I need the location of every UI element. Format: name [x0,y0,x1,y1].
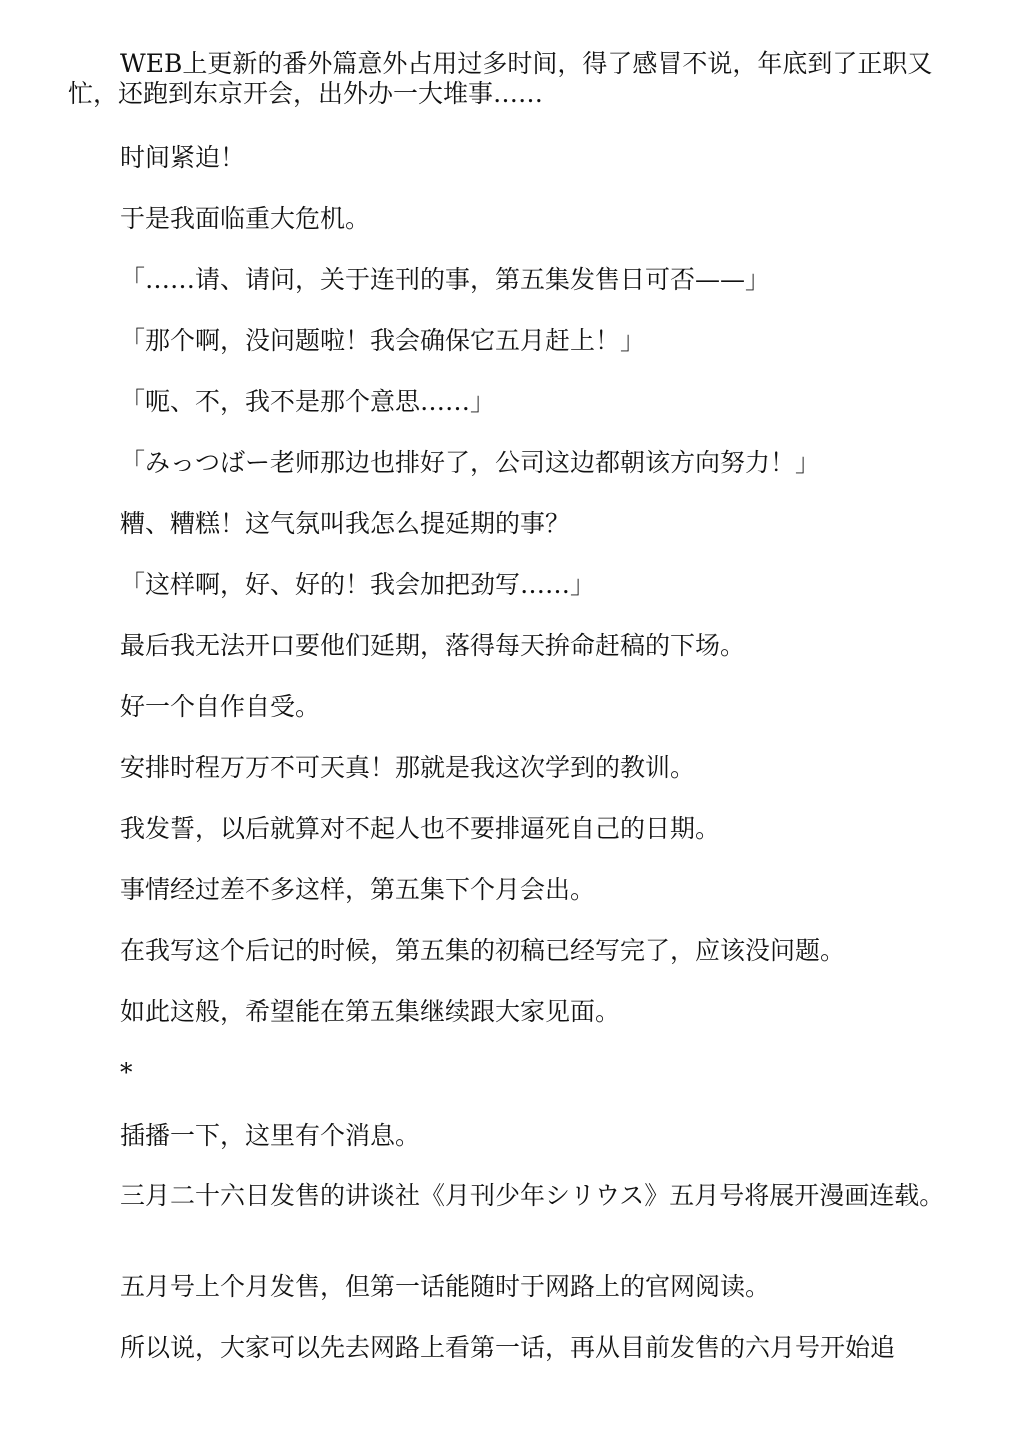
paragraph-17: 插播一下，这里有个消息。 [120,1121,421,1150]
paragraph-8: 糟、糟糕！这气氛叫我怎么提延期的事？ [120,509,571,538]
paragraph-14: 事情经过差不多这样，第五集下个月会出。 [120,875,596,904]
paragraph-18: 三月二十六日发售的讲谈社《月刊少年シリウス》五月号将展开漫画连载。 [120,1181,945,1210]
paragraph-6: 「呃、不，我不是那个意思……」 [120,387,496,416]
section-divider: * [120,1058,133,1087]
paragraph-12: 安排时程万万不可天真！那就是我这次学到的教训。 [120,753,696,782]
paragraph-5: 「那个啊，没问题啦！我会确保它五月赶上！」 [120,326,646,355]
paragraph-11: 好一个自作自受。 [120,692,321,721]
paragraph-20: 所以说，大家可以先去网路上看第一话，再从目前发售的六月号开始追 [120,1333,896,1362]
paragraph-10: 最后我无法开口要他们延期，落得每天拚命赶稿的下场。 [120,631,746,660]
paragraph-2: 时间紧迫！ [120,143,246,172]
paragraph-15: 在我写这个后记的时候，第五集的初稿已经写完了，应该没问题。 [120,936,846,965]
paragraph-7: 「みっつばー老师那边也排好了，公司这边都朝该方向努力！」 [120,448,821,477]
paragraph-19: 五月号上个月发售，但第一话能随时于网路上的官网阅读。 [120,1272,771,1301]
paragraph-13: 我发誓，以后就算对不起人也不要排逼死自己的日期。 [120,814,721,843]
paragraph-16: 如此这般，希望能在第五集继续跟大家见面。 [120,997,621,1026]
paragraph-3: 于是我面临重大危机。 [120,204,371,233]
paragraph-1: WEB上更新的番外篇意外占用过多时间，得了感冒不说，年底到了正职又忙，还跑到东京开会，出外办一大堆事…… [68,49,933,108]
paragraph-9: 「这样啊，好、好的！我会加把劲写……」 [120,570,596,599]
paragraph-4: 「……请、请问，关于连刊的事，第五集发售日可否——」 [120,265,771,294]
